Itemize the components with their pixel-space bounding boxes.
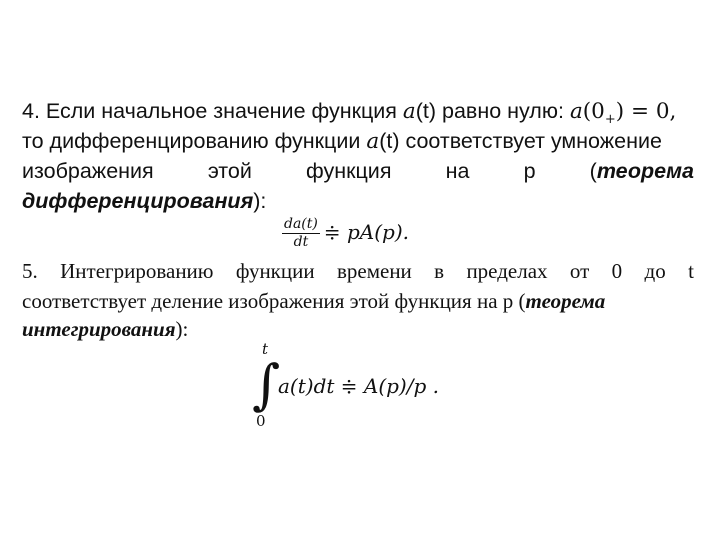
p5-word: до — [644, 259, 666, 283]
p4-func-arg: (t) равно нулю: — [415, 99, 570, 123]
p4-theorem-close: ): — [253, 189, 267, 213]
integral-upper-limit: t — [262, 340, 269, 358]
p5-line-1 — [22, 258, 694, 284]
p4-cond-var: a — [569, 99, 583, 124]
p5-word: пределах — [466, 259, 548, 283]
p5-word: t — [688, 259, 694, 283]
p5-word: времени — [336, 259, 412, 283]
integral-body: a(t)dt ≑ A(p)/p . — [278, 374, 439, 398]
integral-sign: ∫ — [252, 353, 281, 416]
p4-word: изображения — [22, 159, 154, 183]
derivative-fraction — [282, 216, 320, 251]
fraction-denominator: dt — [293, 234, 309, 250]
formula-rhs: ≑ pA(p). — [323, 220, 409, 244]
p4-cond-open: (0 — [582, 99, 605, 124]
integration-formula — [250, 340, 490, 430]
p4-line-2-prefix: то дифференцированию функции — [22, 129, 367, 153]
p5-word: Интегрированию — [60, 259, 214, 283]
p5-word: от — [569, 259, 590, 283]
p4-line-1-prefix: 4. Если начальное значение функция — [22, 99, 403, 123]
p4-func-var: a — [402, 99, 416, 124]
p5-theorem-word: теорема — [525, 289, 606, 313]
p4-word: на — [445, 159, 470, 183]
p4-line-2-suffix: (t) соответствует умножение — [379, 129, 662, 153]
p5-word: 5. — [22, 259, 38, 283]
p4-line-3 — [22, 158, 694, 184]
p5-word: 0 — [611, 259, 623, 283]
p5-theorem-close: ): — [175, 317, 189, 341]
p4-cond-sub: + — [604, 112, 616, 127]
p5-word: функции — [235, 259, 315, 283]
p4-word: функция — [306, 159, 392, 183]
p4-word: р — [523, 159, 536, 183]
p5-line-3 — [22, 316, 694, 342]
p5-word: в — [434, 259, 445, 283]
p4-word: этой — [207, 159, 252, 183]
p5-line-2-text: соответствует деление изображения этой функция на р ( — [22, 289, 526, 313]
p5-line-2 — [22, 288, 694, 314]
p4-line-2 — [22, 128, 694, 155]
integral-lower-limit: 0 — [256, 412, 266, 430]
differentiation-formula — [282, 216, 409, 251]
p4-line-2-func-var: a — [366, 129, 380, 154]
p4-line-4 — [22, 188, 694, 214]
p4-theorem-ref — [590, 158, 694, 184]
fraction-numerator: da(t) — [284, 216, 318, 232]
p5-theorem-name: интегрирования — [22, 317, 176, 341]
p4-theorem-name: дифференцирования — [22, 189, 254, 213]
p4-theorem-word: теорема — [596, 159, 694, 183]
p4-cond-close: ) = 0, — [615, 99, 677, 124]
p4-theorem-open: ( — [589, 159, 597, 183]
